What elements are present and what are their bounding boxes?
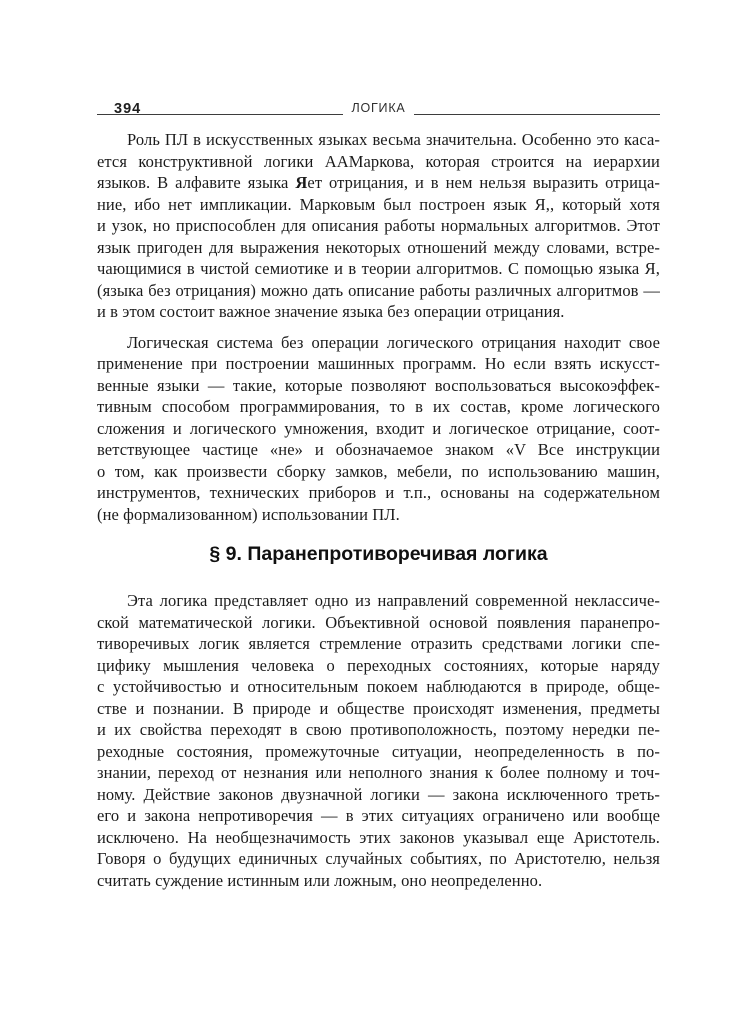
text-line: венные языки — такие, которые позволяют воспользоваться высокоэффек-: [97, 375, 660, 395]
text-line: язык пригоден для выражения некоторых отношений между словами, встре-: [97, 237, 660, 257]
text-line: (не формализованном) использовании ПЛ.: [97, 504, 400, 524]
text-line: с устойчивостью и относительным покоем наблюдаются в природе, обще-: [97, 677, 660, 696]
text-line: и их свойства переходят в свою противоположность, поэтому нередки пе-: [97, 720, 660, 739]
paragraph-role-pl: [97, 129, 660, 323]
text-line: Эта логика представляет одно из направлений современной неклассиче-: [127, 591, 660, 610]
text-line: и узок, но приспособлен для описания работы нормальных алгоритмов. Этот: [97, 216, 660, 235]
section-heading: § 9. Паранепротиворечивая логика: [209, 543, 548, 565]
paragraph-paraconsistent-intro: [97, 590, 660, 891]
text-line: тивным способом программирования, то в их состав, кроме логического: [97, 397, 660, 416]
header-rule-left: [97, 102, 343, 116]
text-line: знании, переход от незнания или неполного знания к более полному и точ-: [97, 763, 660, 782]
text-line: реходные состояния, промежуточные ситуации, неопределенность в по-: [97, 741, 660, 761]
text-line: и в этом состоит важное значение языка без операции отрицания.: [97, 302, 565, 321]
header-rule-right: [414, 98, 660, 115]
text-line: Говоря о будущих единичных случайных событиях, по Аристотелю, нельзя: [97, 849, 660, 868]
text-line: исключено. На необщезначимость этих законов указывал еще Аристотель.: [97, 827, 660, 847]
text-line: языков. В алфавите языка Яет отрицания, и в нем нельзя выразить отрица-: [97, 173, 660, 192]
text-line: Роль ПЛ в искусственных языках весьма значительна. Особенно это каса-: [127, 130, 660, 149]
text-line: инструментов, технических приборов и т.п., основаны на содержательном: [97, 483, 660, 502]
text-line: Логическая система без операции логического отрицания находит свое: [127, 332, 660, 352]
text-line: считать суждение истинным или ложным, оно неопределенно.: [97, 870, 543, 890]
text-line: ному. Действие законов двузначной логики — закона исключенного треть-: [97, 784, 660, 804]
text-line: ние, ибо нет импликации. Марковым был построен язык Я,, который хотя: [97, 194, 660, 214]
paragraph-logic-system: [97, 332, 660, 526]
text-line: его и закона непротиворечия — в этих ситуациях ограничено или вообще: [97, 806, 660, 825]
text-line: сложения и логического умножения, входит и логическое отрицание, соот-: [97, 418, 660, 438]
text-line: ветствующее частице «не» и обозначаемое знаком «V Все инструкции: [97, 440, 660, 459]
running-head: [97, 98, 660, 115]
text-line: (языка без отрицания) можно дать описание работы различных алгоритмов —: [97, 280, 660, 300]
text-line: стве и познании. В природе и обществе происходят изменения, предметы: [97, 698, 660, 718]
page-number: 394: [114, 100, 142, 117]
text-block: [97, 98, 660, 891]
text-line: цифику мышления человека о переходных состояниях, которые наряду: [97, 655, 660, 675]
text-line: ской математической логики. Объективной основой появления паранепро-: [97, 612, 660, 632]
running-title: ЛОГИКА: [351, 100, 406, 115]
text-line: применение при построении машинных программ. Но если взять искусст-: [97, 354, 660, 373]
text-line: ется конструктивной логики ААМаркова, которая строится на иерархии: [97, 151, 660, 171]
text-line: чающимися в чистой семиотике и в теории алгоритмов. С помощью языка Я,: [97, 259, 660, 278]
text-line: о том, как произвести сборку замков, мебели, по использованию машин,: [97, 461, 660, 481]
text-line: тиворечивых логик является стремление отразить средствами логики спе-: [97, 634, 660, 653]
